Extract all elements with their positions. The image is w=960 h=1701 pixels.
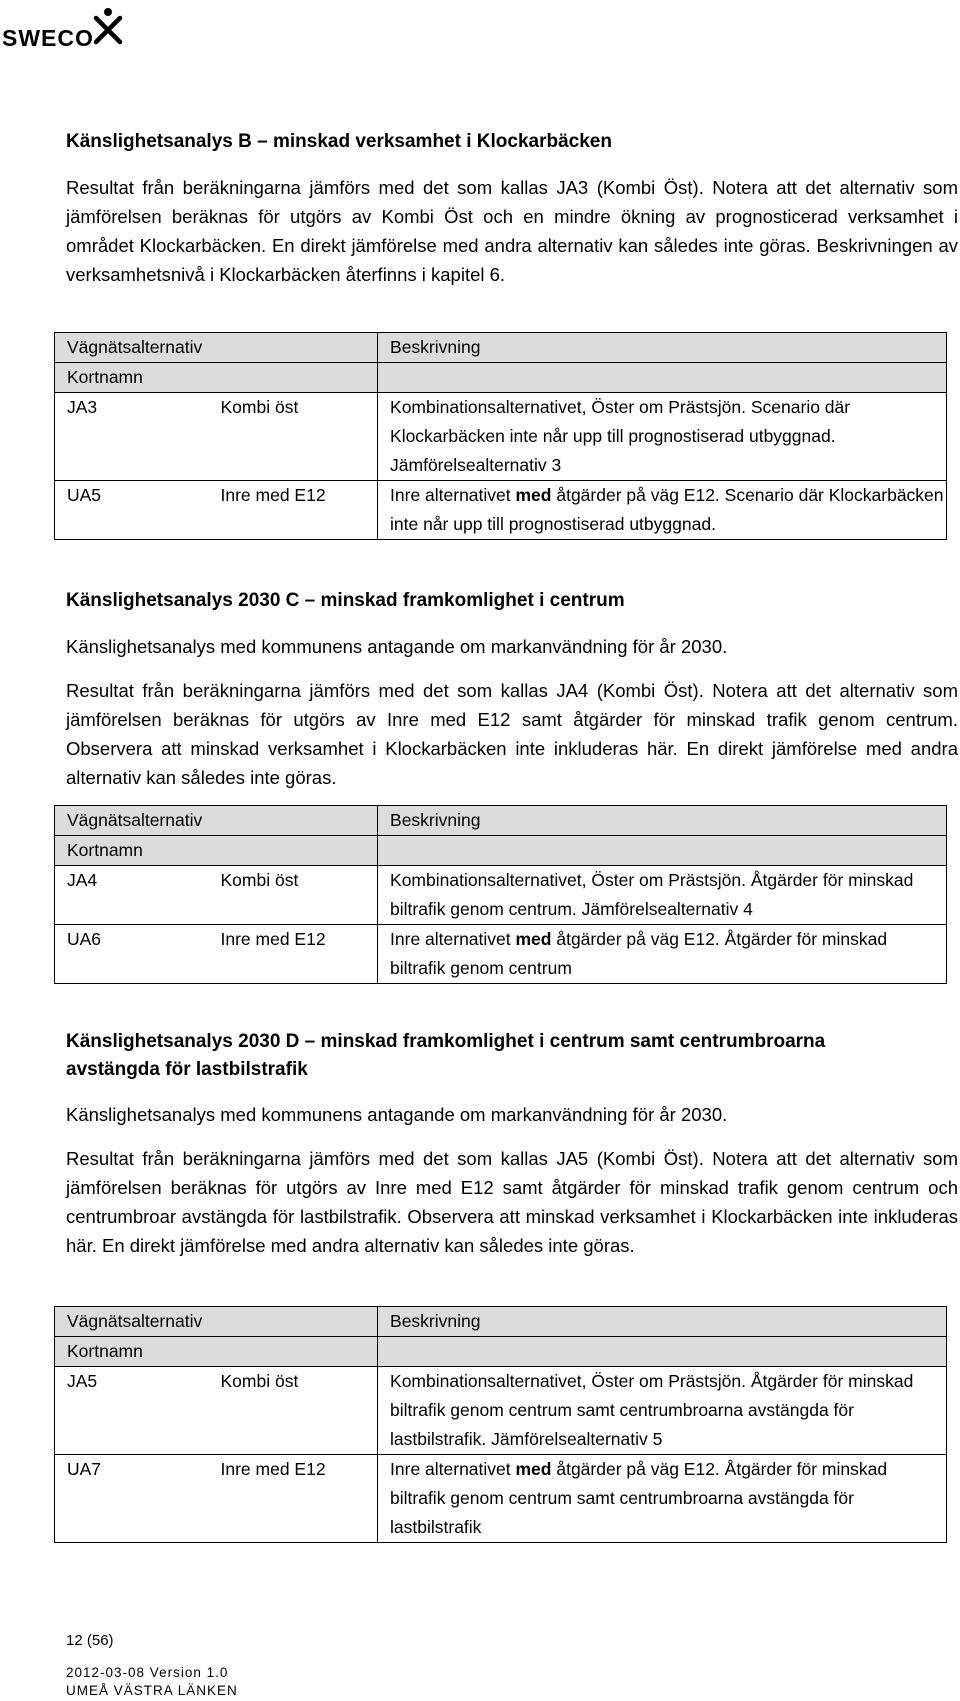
desc-text: Kombinationsalternativet, Öster om Prästsjön. Scenario där Klockarbäcken inte når upp till prognostiserad utbyggnad. Jämförelsealternativ 3 xyxy=(390,397,851,475)
table-header-row xyxy=(55,333,947,363)
header-alternative: Vägnätsalternativ xyxy=(55,1307,378,1337)
header-empty xyxy=(378,1337,947,1367)
header-description: Beskrivning xyxy=(378,333,947,363)
section-d-heading: Känslighetsanalys 2030 D – minskad framkomlighet i centrum samt centrumbroarna avstängda för lastbilstrafik xyxy=(66,1031,826,1080)
section-d xyxy=(66,1028,958,1084)
row-description xyxy=(378,1367,947,1455)
section-c xyxy=(66,587,958,615)
header-description: Beskrivning xyxy=(378,806,947,836)
section-b-heading: Känslighetsanalys B – minskad verksamhet i Klockarbäcken xyxy=(66,131,612,152)
table-header-row xyxy=(55,1307,947,1337)
header-alternative: Vägnätsalternativ xyxy=(55,333,378,363)
section-b-table-wrap xyxy=(66,332,958,540)
row-name: Inre med E12 xyxy=(209,925,378,984)
desc-bold: med xyxy=(515,1459,552,1479)
desc-text: Inre alternativet xyxy=(390,485,516,505)
section-d-paragraph1: Känslighetsanalys med kommunens antagande om markanvändning för år 2030. xyxy=(66,1104,728,1125)
section-d-text1 xyxy=(66,1100,958,1129)
table-header-row xyxy=(55,1337,947,1367)
table-row xyxy=(55,1455,947,1543)
row-description xyxy=(378,481,947,540)
row-description xyxy=(378,393,947,481)
row-code: JA3 xyxy=(55,393,209,481)
row-code: JA4 xyxy=(55,866,209,925)
desc-text-after: åtgärder på väg E12. Åtgärder för minskad biltrafik genom centrum samt centrumbroarna avstängda för lastbilstrafik xyxy=(390,1459,888,1537)
row-code: JA5 xyxy=(55,1367,209,1455)
header-shortname: Kortnamn xyxy=(55,836,378,866)
sweco-logo xyxy=(2,4,126,50)
row-name: Kombi öst xyxy=(209,393,378,481)
section-c-table-wrap xyxy=(66,805,958,984)
table-header-row xyxy=(55,363,947,393)
section-b-paragraph: Resultat från beräkningarna jämförs med det som kallas JA3 (Kombi Öst). Notera att det alternativ som jämförelsen beräknas för utgörs av Kombi Öst och en mindre ökning av prognosticerad verksamhet i området Klockarbäcken. En direkt jämförelse med andra alternativ kan således inte göras. Beskrivningen av verksamhetsnivå i Klockarbäcken återfinns i kapitel 6. xyxy=(66,177,958,285)
row-code: UA6 xyxy=(55,925,209,984)
section-c-paragraph2: Resultat från beräkningarna jämförs med det som kallas JA4 (Kombi Öst). Notera att det alternativ som jämförelsen beräknas för utgörs av Inre med E12 samt åtgärder för minskad trafik genom centrum. Observera att minskad verksamhet i Klockarbäcken inte inkluderas här. En direkt jämförelse med andra alternativ kan således inte göras. xyxy=(66,680,958,788)
header-shortname: Kortnamn xyxy=(55,1337,378,1367)
row-description xyxy=(378,866,947,925)
section-b-text xyxy=(66,173,958,289)
section-c-text1 xyxy=(66,632,958,661)
header-description: Beskrivning xyxy=(378,1307,947,1337)
desc-text: Inre alternativet xyxy=(390,929,516,949)
table-header-row xyxy=(55,806,947,836)
header-alternative: Vägnätsalternativ xyxy=(55,806,378,836)
desc-text: Kombinationsalternativet, Öster om Prästsjön. Åtgärder för minskad biltrafik genom centrum. Jämförelsealternativ 4 xyxy=(390,870,914,919)
table-header-row xyxy=(55,836,947,866)
row-name: Kombi öst xyxy=(209,866,378,925)
section-c-text2 xyxy=(66,676,958,792)
footer-project: UMEÅ VÄSTRA LÄNKEN xyxy=(66,1683,238,1698)
section-d-table-wrap xyxy=(66,1306,958,1543)
table-row xyxy=(55,481,947,540)
section-c-heading: Känslighetsanalys 2030 C – minskad framkomlighet i centrum xyxy=(66,590,625,611)
row-code: UA5 xyxy=(55,481,209,540)
footer-version: 2012-03-08 Version 1.0 xyxy=(66,1665,229,1680)
section-d-text2 xyxy=(66,1144,958,1260)
section-d-table xyxy=(54,1306,947,1543)
row-description xyxy=(378,925,947,984)
sweco-logo-icon xyxy=(90,4,126,50)
row-name: Inre med E12 xyxy=(209,481,378,540)
section-b xyxy=(66,128,958,156)
section-b-table xyxy=(54,332,947,540)
table-row xyxy=(55,1367,947,1455)
table-row xyxy=(55,925,947,984)
header-empty xyxy=(378,836,947,866)
header-shortname: Kortnamn xyxy=(55,363,378,393)
desc-text: Kombinationsalternativet, Öster om Prästsjön. Åtgärder för minskad biltrafik genom centrum samt centrumbroarna avstängda för lastbilstrafik. Jämförelsealternativ 5 xyxy=(390,1371,914,1449)
desc-text: Inre alternativet xyxy=(390,1459,516,1479)
desc-bold: med xyxy=(515,485,552,505)
row-name: Kombi öst xyxy=(209,1367,378,1455)
row-description xyxy=(378,1455,947,1543)
row-name: Inre med E12 xyxy=(209,1455,378,1543)
row-code: UA7 xyxy=(55,1455,209,1543)
logo-text: SWECO xyxy=(2,25,94,51)
section-c-paragraph1: Känslighetsanalys med kommunens antagande om markanvändning för år 2030. xyxy=(66,636,728,657)
section-c-table xyxy=(54,805,947,984)
desc-text-after: åtgärder på väg E12. Åtgärder för minskad biltrafik genom centrum xyxy=(390,929,888,978)
header-empty xyxy=(378,363,947,393)
page-number: 12 (56) xyxy=(66,1632,114,1649)
desc-bold: med xyxy=(515,929,552,949)
table-row xyxy=(55,393,947,481)
table-row xyxy=(55,866,947,925)
section-d-paragraph2: Resultat från beräkningarna jämförs med det som kallas JA5 (Kombi Öst). Notera att det alternativ som jämförelsen beräknas för utgörs av Inre med E12 samt åtgärder för minskad trafik genom centrum och centrumbroar avstängda för lastbilstrafik. Observera att minskad verksamhet i Klockarbäcken inte inkluderas här. En direkt jämförelse med andra alternativ kan således inte göras. xyxy=(66,1148,958,1256)
desc-text-after: åtgärder på väg E12. Scenario där Klockarbäcken inte når upp till prognostiserad utbyggnad. xyxy=(390,485,944,534)
